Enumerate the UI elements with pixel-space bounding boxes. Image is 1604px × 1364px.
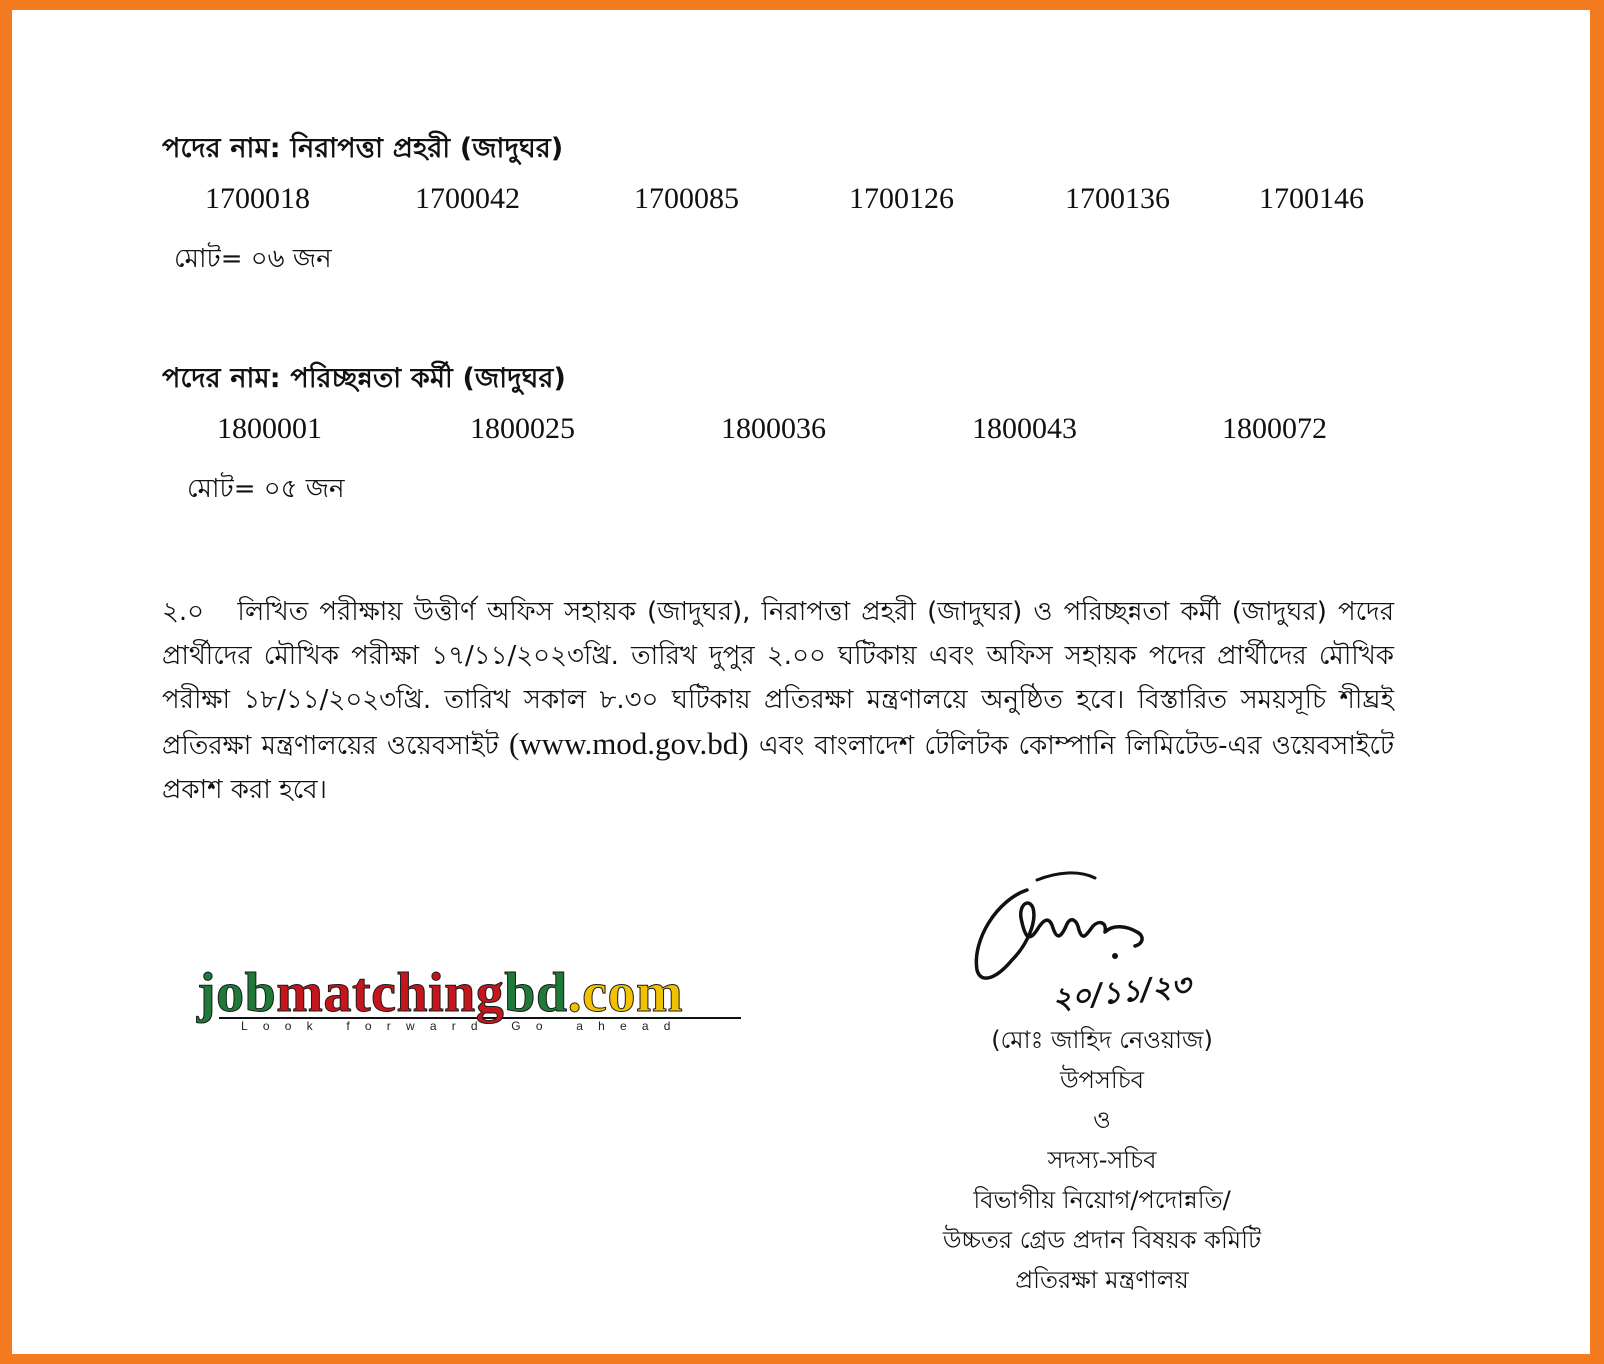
roll-number: 1800043 [972, 412, 1077, 445]
logo-part-job: job [197, 962, 277, 1024]
signatory-block [907, 1020, 1297, 1300]
section1-total: মোট= ০৬ জন [174, 244, 332, 274]
roll-number: 1700018 [205, 182, 310, 215]
signatory-designation: উপসচিব [1059, 1066, 1145, 1094]
roll-number: 1700126 [849, 182, 954, 215]
signature-date: ২০/১১/২৩ [1050, 967, 1193, 1018]
logo-tagline: Look forward Go ahead [219, 1017, 741, 1033]
committee-line-2: উচ্চতর গ্রেড প্রদান বিষয়ক কমিটি [942, 1226, 1262, 1254]
roll-number: 1800072 [1222, 412, 1327, 445]
signatory-conjunction: ও [1093, 1106, 1111, 1134]
section2-heading: পদের নাম: পরিচ্ছন্নতা কর্মী (জাদুঘর) [162, 363, 567, 394]
website-url: (www.mod.gov.bd) [508, 726, 749, 761]
signatory-name: (মোঃ জাহিদ নেওয়াজ) [991, 1026, 1213, 1054]
document-page [12, 10, 1590, 1354]
jobmatchingbd-logo [197, 962, 737, 1033]
roll-number: 1700136 [1065, 182, 1170, 215]
ministry-name: প্রতিরক্ষা মন্ত্রণালয় [1015, 1266, 1189, 1294]
logo-part-bd: bd [504, 962, 568, 1024]
notice-paragraph [162, 590, 1394, 812]
logo-part-matching: matching [276, 962, 505, 1024]
roll-number: 1800001 [217, 412, 322, 445]
roll-number: 1700085 [634, 182, 739, 215]
committee-line-1: বিভাগীয় নিয়োগ/পদোন্নতি/ [973, 1186, 1231, 1214]
logo-part-com: .com [567, 962, 684, 1024]
paragraph-number: ২.০ [162, 597, 205, 627]
paragraph-text: এবং বাংলাদেশ টেলিটক কোম্পানি লিমিটেড-এর ওয়েবসাইটে প্রকাশ করা হবে। [162, 731, 1395, 805]
signatory-role: সদস্য-সচিব [1047, 1146, 1157, 1174]
roll-number: 1800025 [470, 412, 575, 445]
paragraph-text: লিখিত পরীক্ষায় উত্তীর্ণ অফিস সহায়ক (জাদুঘর), নিরাপত্তা প্রহরী (জাদুঘর) ও পরিচ্ছন্নতা কর্মী (জাদুঘর) পদের প্রার্থীদের মৌখিক পরীক্ষা ১৭/১১/২০২৩খ্রি. তারিখ দুপুর ২.০০ ঘটিকায় এবং অফিস সহায়ক পদের প্রার্থীদের মৌখিক পরীক্ষা ১৮/১১/২০২৩খ্রি. তারিখ সকাল ৮.৩০ ঘটিকায় প্রতিরক্ষা মন্ত্রণালয়ে অনুষ্ঠিত হবে। বিস্তারিত সময়সূচি শীঘ্রই প্রতিরক্ষা মন্ত্রণালয়ের ওয়েবসাইট [162, 597, 1395, 761]
roll-number: 1700146 [1259, 182, 1364, 215]
section2-total: মোট= ০৫ জন [187, 474, 345, 504]
logo-wordmark [197, 962, 737, 1024]
roll-number: 1800036 [721, 412, 826, 445]
roll-number: 1700042 [415, 182, 520, 215]
section1-heading: পদের নাম: নিরাপত্তা প্রহরী (জাদুঘর) [162, 133, 564, 164]
